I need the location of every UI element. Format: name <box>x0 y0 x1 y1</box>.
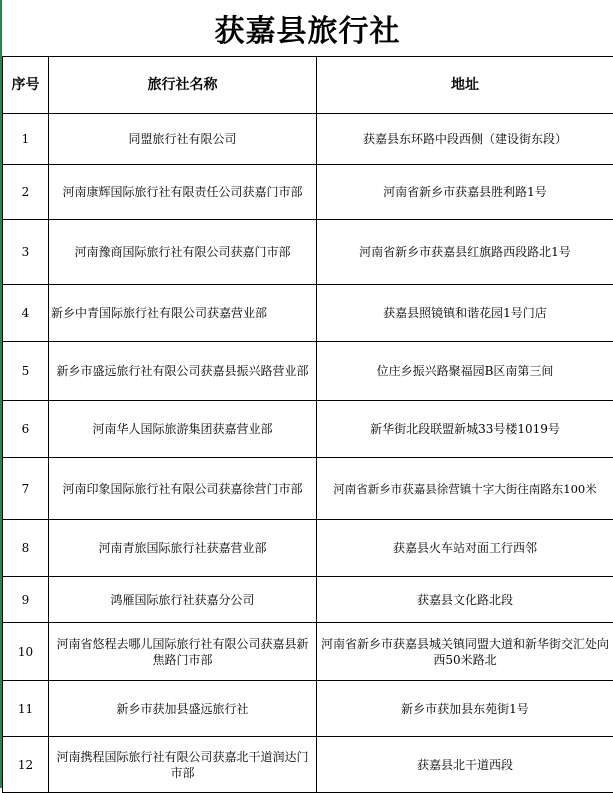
row-name: 河南省悠程去哪儿国际旅行社有限公司获嘉县新焦路门市部 <box>49 623 317 681</box>
table-row <box>3 285 613 342</box>
row-address: 获嘉县照镜镇和谐花园1号门店 <box>317 285 613 342</box>
header-row <box>3 57 613 114</box>
row-index: 11 <box>3 681 49 737</box>
row-address: 河南省新乡市获嘉县徐营镇十字大街往南路东100米 <box>317 458 613 520</box>
table-row <box>3 458 613 520</box>
header-address: 地址 <box>317 57 613 114</box>
row-address: 获嘉县文化路北段 <box>317 577 613 623</box>
table-row <box>3 401 613 458</box>
row-index: 1 <box>3 114 49 165</box>
row-name: 河南青旅国际旅行社获嘉营业部 <box>49 520 317 577</box>
header-index: 序号 <box>3 57 49 114</box>
row-address: 河南省新乡市获嘉县红旗路西段路北1号 <box>317 220 613 285</box>
table-row <box>3 577 613 623</box>
agency-table <box>2 56 613 793</box>
row-index: 4 <box>3 285 49 342</box>
table-row <box>3 165 613 220</box>
row-index: 10 <box>3 623 49 681</box>
row-address: 河南省新乡市获嘉县城关镇同盟大道和新华街交汇处向西50米路北 <box>317 623 613 681</box>
row-name: 新乡市获加县盛远旅行社 <box>49 681 317 737</box>
row-name: 河南康辉国际旅行社有限责任公司获嘉门市部 <box>49 165 317 220</box>
row-name: 河南华人国际旅游集团获嘉营业部 <box>49 401 317 458</box>
table-row <box>3 737 613 793</box>
row-name: 新乡中青国际旅行社有限公司获嘉营业部 <box>49 285 317 342</box>
row-index: 7 <box>3 458 49 520</box>
row-index: 8 <box>3 520 49 577</box>
row-index: 9 <box>3 577 49 623</box>
table-row <box>3 114 613 165</box>
row-name: 同盟旅行社有限公司 <box>49 114 317 165</box>
row-address: 位庄乡振兴路聚福园B区南第三间 <box>317 342 613 401</box>
row-index: 12 <box>3 737 49 793</box>
row-index: 3 <box>3 220 49 285</box>
row-address: 获嘉县东环路中段西侧（建设街东段） <box>317 114 613 165</box>
row-address: 河南省新乡市获嘉县胜利路1号 <box>317 165 613 220</box>
row-name: 河南豫商国际旅行社有限公司获嘉门市部 <box>49 220 317 285</box>
row-address: 获嘉县火车站对面工行西邻 <box>317 520 613 577</box>
page-title: 获嘉县旅行社 <box>2 0 613 56</box>
table-row <box>3 220 613 285</box>
row-name: 河南印象国际旅行社有限公司获嘉徐营门市部 <box>49 458 317 520</box>
row-name: 鸿雁国际旅行社获嘉分公司 <box>49 577 317 623</box>
row-index: 2 <box>3 165 49 220</box>
row-name: 河南携程国际旅行社有限公司获嘉北干道润达门市部 <box>49 737 317 793</box>
row-address: 新乡市获加县东苑街1号 <box>317 681 613 737</box>
row-index: 5 <box>3 342 49 401</box>
row-index: 6 <box>3 401 49 458</box>
row-name: 新乡市盛远旅行社有限公司获嘉县振兴路营业部 <box>49 342 317 401</box>
table-row <box>3 520 613 577</box>
header-name: 旅行社名称 <box>49 57 317 114</box>
table-row <box>3 681 613 737</box>
row-address: 新华街北段联盟新城33号楼1019号 <box>317 401 613 458</box>
table-row <box>3 342 613 401</box>
row-address: 获嘉县北干道西段 <box>317 737 613 793</box>
table-row <box>3 623 613 681</box>
